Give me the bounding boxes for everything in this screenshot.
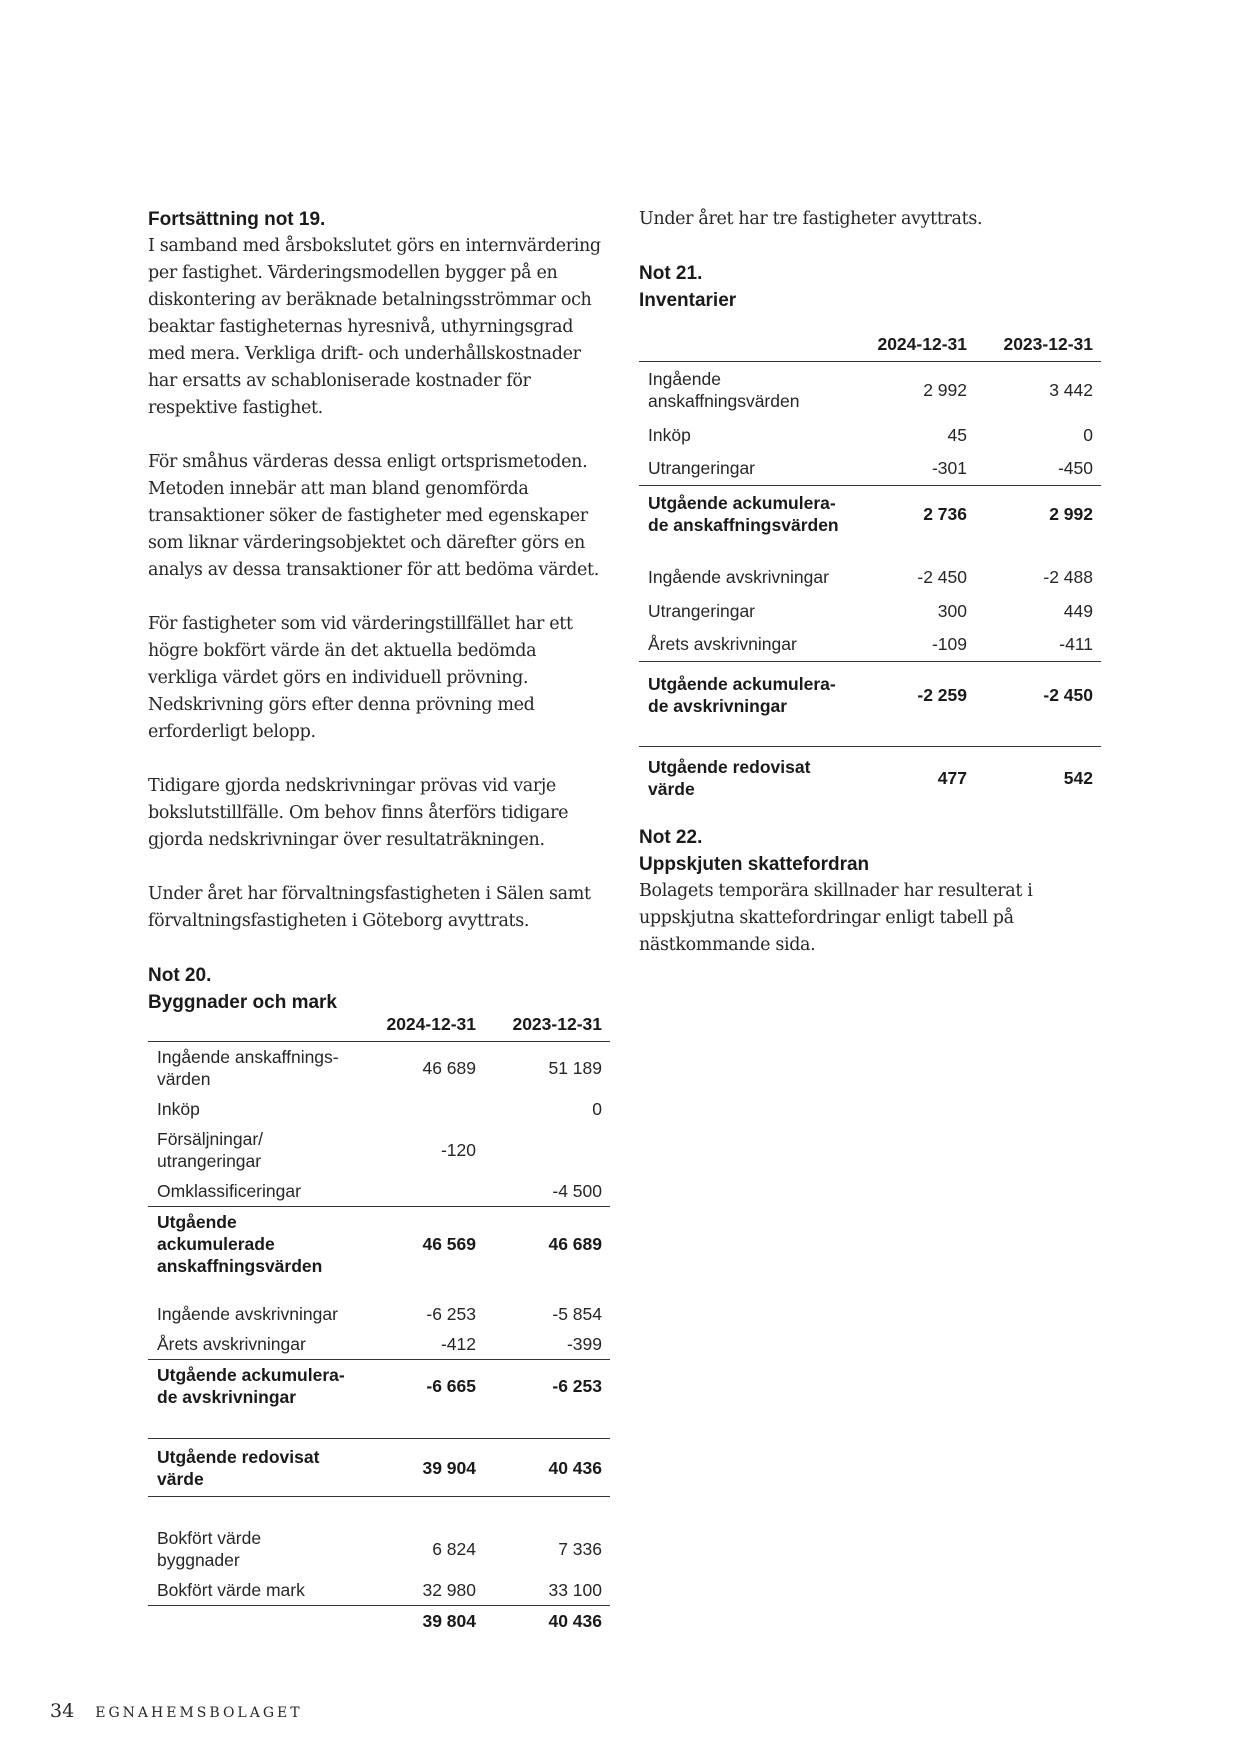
table-row-subtotal: [639, 486, 1101, 542]
table-row: [639, 452, 1101, 486]
note19-paragraph-3: För fastigheter som vid värderingstillfället har ett högre bokfört värde än det aktuella bedömda verkliga värdet görs en individuell prövning. Nedskrivning görs efter denna prövning med erforderligt belopp.: [148, 614, 573, 742]
row-label: Bokfört värde byggnader: [157, 1528, 262, 1570]
column-header: 2023-12-31: [512, 1014, 602, 1034]
value-2024: [364, 1176, 484, 1207]
value-2023: 33 100: [484, 1575, 610, 1606]
row-label: Omklassificeringar: [157, 1181, 301, 1201]
table-row: [639, 594, 1101, 628]
note22-title: Uppskjuten skattefordran: [639, 854, 870, 875]
note22-number: Not 22.: [639, 827, 703, 848]
table-row: [639, 362, 1101, 418]
note20-table: [148, 1010, 610, 1636]
value-2023: 40 436: [484, 1439, 610, 1497]
note21-number: Not 21.: [639, 263, 703, 284]
row-label: Årets avskrivningar: [648, 634, 797, 655]
table-header-row: [639, 330, 1101, 362]
value-2024: -109: [931, 634, 967, 655]
column-header: 2023-12-31: [1003, 334, 1093, 354]
value-2023: 51 189: [548, 1058, 602, 1078]
table-row: [639, 418, 1101, 452]
value-2023: -2 488: [1043, 566, 1093, 587]
row-label: Inköp: [157, 1099, 200, 1119]
row-label: Utgående ackumulerade anskaffningsvärden: [148, 1207, 364, 1282]
table-row: [148, 1094, 610, 1124]
value-2023: 542: [1063, 768, 1093, 789]
note20-title: Byggnader och mark: [148, 992, 337, 1013]
note21-title: Inventarier: [639, 290, 737, 311]
row-label: Utgående ackumulera-de avskrivningar: [148, 1360, 364, 1413]
value-2023: -411: [1059, 634, 1093, 655]
table-row: [148, 1329, 610, 1360]
left-column: [148, 206, 610, 1636]
row-label: Ingående avskrivningar: [157, 1304, 338, 1324]
note19-paragraph-5: Under året har förvaltningsfastigheten i Sälen samt förvaltningsfastigheten i Göteborg avyttrats.: [148, 884, 591, 931]
note19-paragraph-1: I samband med årsbokslutet görs en internvärdering per fastighet. Värderingsmodellen bygger på en diskontering av beräknade betalningsströmmar och beaktar fastigheternas hyresnivå, uthyrningsgrad med mera. Verkliga drift- och underhållskostnader har ersatts av schabloniserade kostnader för respektive fastighet.: [148, 236, 601, 418]
note19-heading: Fortsättning not 19.: [148, 209, 326, 230]
value-2024: -120: [440, 1140, 476, 1160]
table-row: [148, 1523, 610, 1575]
value-2024: 6 824: [432, 1539, 476, 1559]
row-label: Utgående redovisat värde: [148, 1439, 364, 1497]
table-row: [148, 1299, 610, 1329]
value-2024: 2 736: [855, 486, 975, 542]
value-2024: 45: [947, 424, 967, 445]
value-2023: 3 442: [1049, 379, 1093, 400]
note22-text: Bolagets temporära skillnader har resulterat i uppskjutna skattefordringar enligt tabell på nästkommande sida.: [639, 881, 1033, 955]
value-2024: 39 904: [364, 1439, 484, 1497]
value-2024: 32 980: [364, 1575, 484, 1606]
table-row-subtotal: [148, 1207, 610, 1282]
value-2024: 39 804: [422, 1611, 476, 1631]
row-label: Utgående ackumulera-de anskaffningsvärden: [639, 486, 855, 542]
value-2023: 46 689: [484, 1207, 610, 1282]
row-label: Utgående ackumulera-de avskrivningar: [639, 662, 855, 728]
value-2023: -450: [1057, 458, 1093, 479]
row-label: [148, 1606, 364, 1637]
value-2024: -412: [440, 1334, 476, 1354]
value-2023: 7 336: [558, 1539, 602, 1559]
value-2023: -4 500: [552, 1181, 602, 1201]
value-2023: 0: [592, 1099, 602, 1119]
table-row: [148, 1176, 610, 1207]
table-row: [639, 560, 1101, 594]
value-2024: -2 450: [917, 566, 967, 587]
value-2023: 0: [1083, 424, 1093, 445]
value-2023: [484, 1124, 610, 1176]
value-2024: 477: [937, 768, 967, 789]
row-label: Årets avskrivningar: [157, 1334, 306, 1354]
table-row-subtotal: [148, 1360, 610, 1413]
page-number: 34: [50, 1700, 75, 1722]
value-2023: 40 436: [548, 1611, 602, 1631]
table-row-total: [148, 1439, 610, 1497]
value-2023: -5 854: [552, 1304, 602, 1324]
value-2024: -2 259: [855, 662, 975, 728]
note20-continued-text: Under året har tre fastigheter avyttrats.: [639, 209, 983, 229]
table-row: [639, 628, 1101, 662]
table-row: [148, 1042, 610, 1095]
table-row: [148, 1124, 610, 1176]
value-2024: 46 689: [422, 1058, 476, 1078]
right-column: [639, 206, 1101, 959]
row-label: Ingående anskaffnings-värden: [157, 1047, 339, 1089]
value-2023: -2 450: [975, 662, 1101, 728]
table-row: [148, 1575, 610, 1606]
value-2023: 2 992: [975, 486, 1101, 542]
value-2024: -301: [931, 458, 967, 479]
table-row-subtotal: [639, 662, 1101, 728]
row-label: Bokfört värde mark: [148, 1575, 364, 1606]
value-2024: 46 569: [364, 1207, 484, 1282]
row-label: Utrangeringar: [648, 458, 755, 479]
row-label: Utrangeringar: [648, 600, 755, 621]
table-row-total: [639, 746, 1101, 810]
column-header: 2024-12-31: [386, 1014, 476, 1034]
column-header: 2024-12-31: [877, 334, 967, 354]
row-label: Ingående anskaffningsvärden: [648, 368, 800, 411]
value-2023: -6 253: [484, 1360, 610, 1413]
note20-number: Not 20.: [148, 965, 212, 986]
value-2023: -399: [566, 1334, 602, 1354]
table-row-grand-total: [148, 1606, 610, 1637]
company-name: EGNAHEMSBOLAGET: [95, 1705, 303, 1721]
note19-paragraph-2: För småhus värderas dessa enligt ortsprismetoden. Metoden innebär att man bland genomförda transaktioner söker de fastigheter med egenskaper som liknar värderingsobjektet och därefter görs en analys av dessa transaktioner för att bedöma värdet.: [148, 452, 599, 580]
note21-table: [639, 330, 1101, 810]
note19-paragraph-4: Tidigare gjorda nedskrivningar prövas vid varje bokslutstillfälle. Om behov finns återförs tidigare gjorda nedskrivningar över resultaträkningen.: [148, 776, 569, 850]
value-2024: [364, 1094, 484, 1124]
row-label: Försäljningar/ utrangeringar: [157, 1129, 264, 1171]
value-2024: -6 253: [426, 1304, 476, 1324]
row-label: Utgående redovisat värde: [648, 757, 811, 800]
value-2024: 300: [937, 600, 967, 621]
row-label: Inköp: [648, 424, 691, 445]
value-2023: 449: [1063, 600, 1093, 621]
row-label: Ingående avskrivningar: [648, 566, 829, 587]
page-footer: [50, 1700, 303, 1722]
value-2024: -6 665: [364, 1360, 484, 1413]
value-2024: 2 992: [923, 379, 967, 400]
